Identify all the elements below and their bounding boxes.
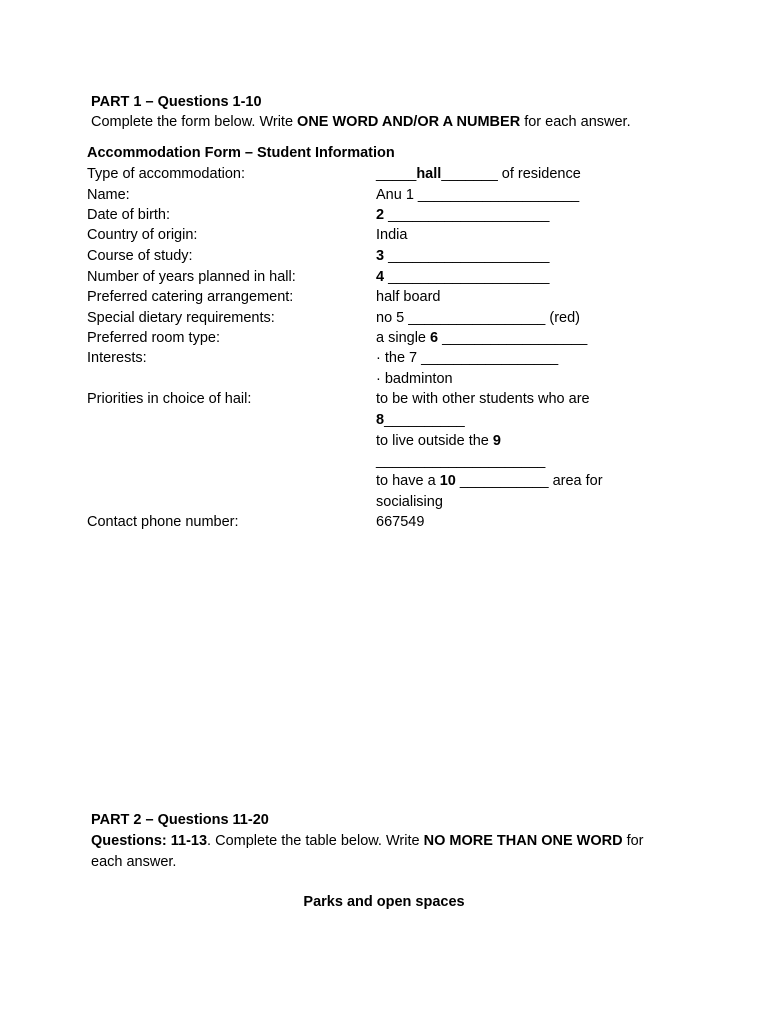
dob-label: Date of birth: bbox=[87, 207, 171, 223]
dietary-label: Special dietary requirements: bbox=[87, 310, 275, 326]
interests-item-2: · badminton bbox=[376, 371, 453, 387]
course-value: 3 ____________________ bbox=[376, 248, 550, 264]
priorities-line-5: to have a 10 ___________ area for bbox=[376, 473, 603, 489]
part2-instruction-cont: each answer. bbox=[91, 854, 177, 870]
priorities-line-1: to be with other students who are bbox=[376, 391, 590, 407]
country-value: India bbox=[376, 227, 408, 243]
priorities-line-6: socialising bbox=[376, 494, 443, 510]
priorities-line-2: 8__________ bbox=[376, 412, 465, 428]
years-label: Number of years planned in hall: bbox=[87, 269, 296, 285]
priorities-line-3: to live outside the 9 bbox=[376, 433, 501, 449]
table-title: Parks and open spaces bbox=[303, 894, 465, 910]
room-label: Preferred room type: bbox=[87, 330, 220, 346]
accommodation-label: Type of accommodation: bbox=[87, 166, 245, 182]
part2-heading: PART 2 – Questions 11-20 bbox=[91, 812, 269, 828]
catering-label: Preferred catering arrangement: bbox=[87, 289, 294, 305]
interests-item-1: · the 7 _________________ bbox=[376, 350, 559, 366]
priorities-label: Priorities in choice of hail: bbox=[87, 391, 252, 407]
years-value: 4 ____________________ bbox=[376, 269, 550, 285]
room-value: a single 6 __________________ bbox=[376, 330, 588, 346]
name-value: Anu 1 ____________________ bbox=[376, 187, 580, 203]
phone-value: 667549 bbox=[376, 514, 425, 530]
part1-heading: PART 1 – Questions 1-10 bbox=[91, 94, 262, 110]
interests-label: Interests: bbox=[87, 350, 147, 366]
priorities-line-4: _____________________ bbox=[376, 453, 546, 469]
country-label: Country of origin: bbox=[87, 227, 198, 243]
dietary-value: no 5 _________________ (red) bbox=[376, 310, 580, 326]
part1-instruction: Complete the form below. Write ONE WORD AND/OR A NUMBER for each answer. bbox=[91, 114, 631, 130]
accommodation-value: _____hall_______ of residence bbox=[376, 166, 581, 182]
phone-label: Contact phone number: bbox=[87, 514, 239, 530]
part2-instruction: Questions: 11-13. Complete the table below. Write NO MORE THAN ONE WORD for bbox=[91, 833, 644, 849]
name-label: Name: bbox=[87, 187, 130, 203]
course-label: Course of study: bbox=[87, 248, 193, 264]
catering-value: half board bbox=[376, 289, 441, 305]
dob-value: 2 ____________________ bbox=[376, 207, 550, 223]
form-title: Accommodation Form – Student Information bbox=[87, 145, 395, 161]
